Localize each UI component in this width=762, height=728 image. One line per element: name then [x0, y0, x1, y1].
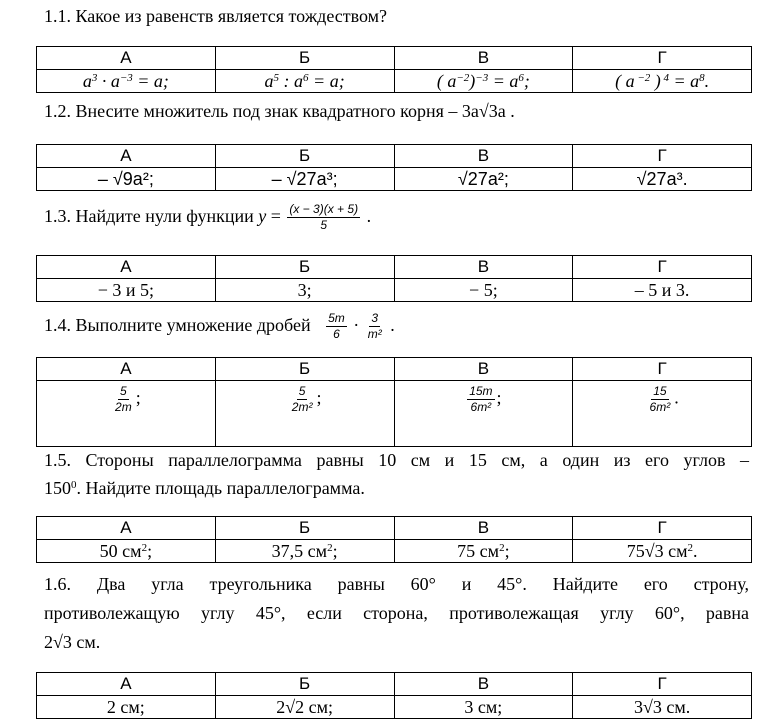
header-v: В — [394, 517, 573, 540]
answer-1-1-g: ( a $^{-2}$ ) $^4 = a^8$. — [573, 70, 752, 93]
answer-table-1-2 — [36, 144, 752, 191]
answer-1-4-a: $\frac{5}{2m}$ ; — [37, 381, 216, 447]
answer-1-2-a: – √9a²; — [37, 168, 216, 191]
answer-1-2-b: – √27a³; — [215, 168, 394, 191]
header-a: А — [37, 358, 216, 381]
answer-1-5-b: 37,5 $см^2$; — [215, 540, 394, 563]
answer-1-5-v: 75 $см^2$; — [394, 540, 573, 563]
answer-1-6-a: 2 см; — [37, 696, 216, 719]
answer-1-6-v: 3 см; — [394, 696, 573, 719]
answer-1-6-g: 3√3 см. — [573, 696, 752, 719]
header-g: Г — [573, 145, 752, 168]
answer-table-1-1 — [36, 46, 752, 93]
header-g: Г — [573, 673, 752, 696]
header-a: А — [37, 145, 216, 168]
question-1-1: 1.1. Какое из равенств является тождеством? — [44, 6, 388, 26]
header-b: Б — [215, 358, 394, 381]
question-1-3: 1.3. Найдите нули функции y = $\frac{(x - 3)(x + 5)}{5}$ . — [44, 202, 372, 233]
header-b: Б — [215, 517, 394, 540]
answer-1-1-b: $a^5$ : $a^6 = a$; — [215, 70, 394, 93]
question-1-4: 1.4. Выполните умножение дробей $\frac{5m}{6}$ · $\frac{3}{\text{m²}}$ . — [44, 311, 395, 342]
answer-1-3-a: − 3 и 5; — [37, 279, 216, 302]
header-b: Б — [215, 256, 394, 279]
answer-table-1-5 — [36, 516, 752, 563]
header-b: Б — [215, 47, 394, 70]
header-g: Г — [573, 517, 752, 540]
answer-1-2-v: √27a²; — [394, 168, 573, 191]
header-v: В — [394, 145, 573, 168]
answer-1-5-a: 50 $см^2$; — [37, 540, 216, 563]
header-g: Г — [573, 358, 752, 381]
answer-table-1-4 — [36, 357, 752, 447]
header-a: А — [37, 517, 216, 540]
function-fraction: $\frac{(x - 3)(x + 5)}{5}$ — [289, 202, 359, 233]
question-1-2: 1.2. Внесите множитель под знак квадратного корня – 3a√3a . — [44, 101, 515, 121]
header-a: А — [37, 256, 216, 279]
header-a: А — [37, 673, 216, 696]
header-v: В — [394, 256, 573, 279]
answer-1-3-g: – 5 и 3. — [573, 279, 752, 302]
answer-1-3-b: 3; — [215, 279, 394, 302]
answer-1-1-a: $a^3 \cdot a^{-3} = a$; — [37, 70, 216, 93]
header-v: В — [394, 673, 573, 696]
answer-1-3-v: − 5; — [394, 279, 573, 302]
header-v: В — [394, 47, 573, 70]
answer-1-6-b: 2√2 см; — [215, 696, 394, 719]
answer-1-4-b: $\frac{5}{\text{2m²}}$ ; — [215, 381, 394, 447]
answer-1-1-v: ( $a^{-2})^{-3} = a^6$; — [394, 70, 573, 93]
answer-1-4-v: $\frac{15m}{\text{6m²}}$ ; — [394, 381, 573, 447]
header-a: А — [37, 47, 216, 70]
fraction-1: $\frac{5m}{6}$ — [328, 311, 345, 342]
answer-1-5-g: 75√3 $см^2$. — [573, 540, 752, 563]
header-v: В — [394, 358, 573, 381]
answer-1-2-g: √27a³. — [573, 168, 752, 191]
fraction-2: $\frac{3}{\text{m²}}$ — [367, 311, 382, 342]
header-g: Г — [573, 47, 752, 70]
answer-table-1-6 — [36, 672, 752, 719]
header-b: Б — [215, 673, 394, 696]
question-1-5: 1.5. Стороны параллелограмма равны 10 см и 15 см, а один из его углов – $150^0$. Найдите площадь параллелограмма. — [44, 450, 749, 498]
question-1-6: 1.6. Два угла треугольника равны 60° и 45°. Найдите его строну, противолежащую углу 45°, если сторона, противолежащая углу 60°, равна 2√3 см. — [44, 574, 749, 652]
header-g: Г — [573, 256, 752, 279]
answer-table-1-3 — [36, 255, 752, 302]
header-b: Б — [215, 145, 394, 168]
answer-1-4-g: $\frac{15}{\text{6m²}}$ . — [573, 381, 752, 447]
